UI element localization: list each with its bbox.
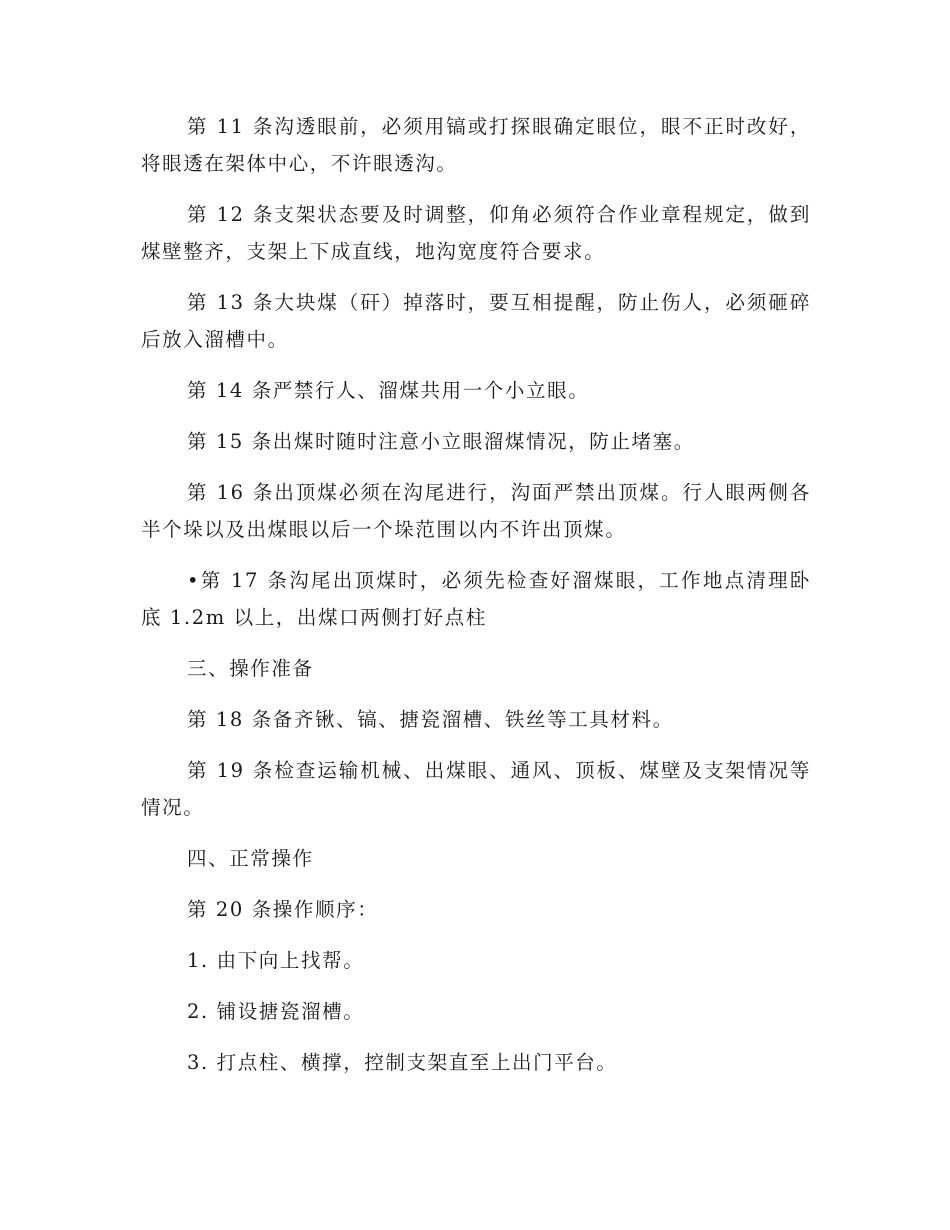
article-19-paragraph: 第 19 条检查运输机械、出煤眼、通风、顶板、煤壁及支架情况等情况。: [141, 759, 811, 819]
document-body: [141, 108, 811, 1095]
article-16-paragraph: 第 16 条出顶煤必须在沟尾进行，沟面严禁出顶煤。行人眼两侧各半个垛以及出煤眼以后一个垛范围以内不许出顶煤。: [141, 481, 811, 541]
article-12-paragraph: 第 12 条支架状态要及时调整，仰角必须符合作业章程规定，做到煤壁整齐，支架上下成直线，地沟宽度符合要求。: [141, 203, 811, 263]
article-11-paragraph: 第 11 条沟透眼前，必须用镐或打探眼确定眼位，眼不正时改好，将眼透在架体中心，不许眼透沟。: [141, 115, 811, 175]
article-18-paragraph: 第 18 条备齐锹、镐、搪瓷溜槽、铁丝等工具材料。: [187, 708, 674, 731]
article-20-paragraph: 第 20 条操作顺序：: [187, 898, 379, 921]
section-heading-normal-operation: 四、正常操作: [187, 847, 314, 870]
article-13-paragraph: 第 13 条大块煤（矸）掉落时，要互相提醒，防止伤人，必须砸碎后放入溜槽中。: [141, 291, 811, 351]
article-17-paragraph: •第 17 条沟尾出顶煤时，必须先检查好溜煤眼，工作地点清理卧底 1.2m 以上，出煤口两侧打好点柱: [141, 569, 811, 629]
article-15-paragraph: 第 15 条出煤时随时注意小立眼溜煤情况，防止堵塞。: [187, 430, 695, 453]
step-1-item: 1. 由下向上找帮。: [187, 949, 365, 972]
article-14-paragraph: 第 14 条严禁行人、溜煤共用一个小立眼。: [187, 379, 590, 402]
step-2-item: 2. 铺设搪瓷溜槽。: [187, 1000, 365, 1023]
step-3-item: 3. 打点柱、横撑，控制支架直至上出门平台。: [187, 1051, 618, 1074]
section-heading-operation-preparation: 三、操作准备: [187, 657, 314, 680]
